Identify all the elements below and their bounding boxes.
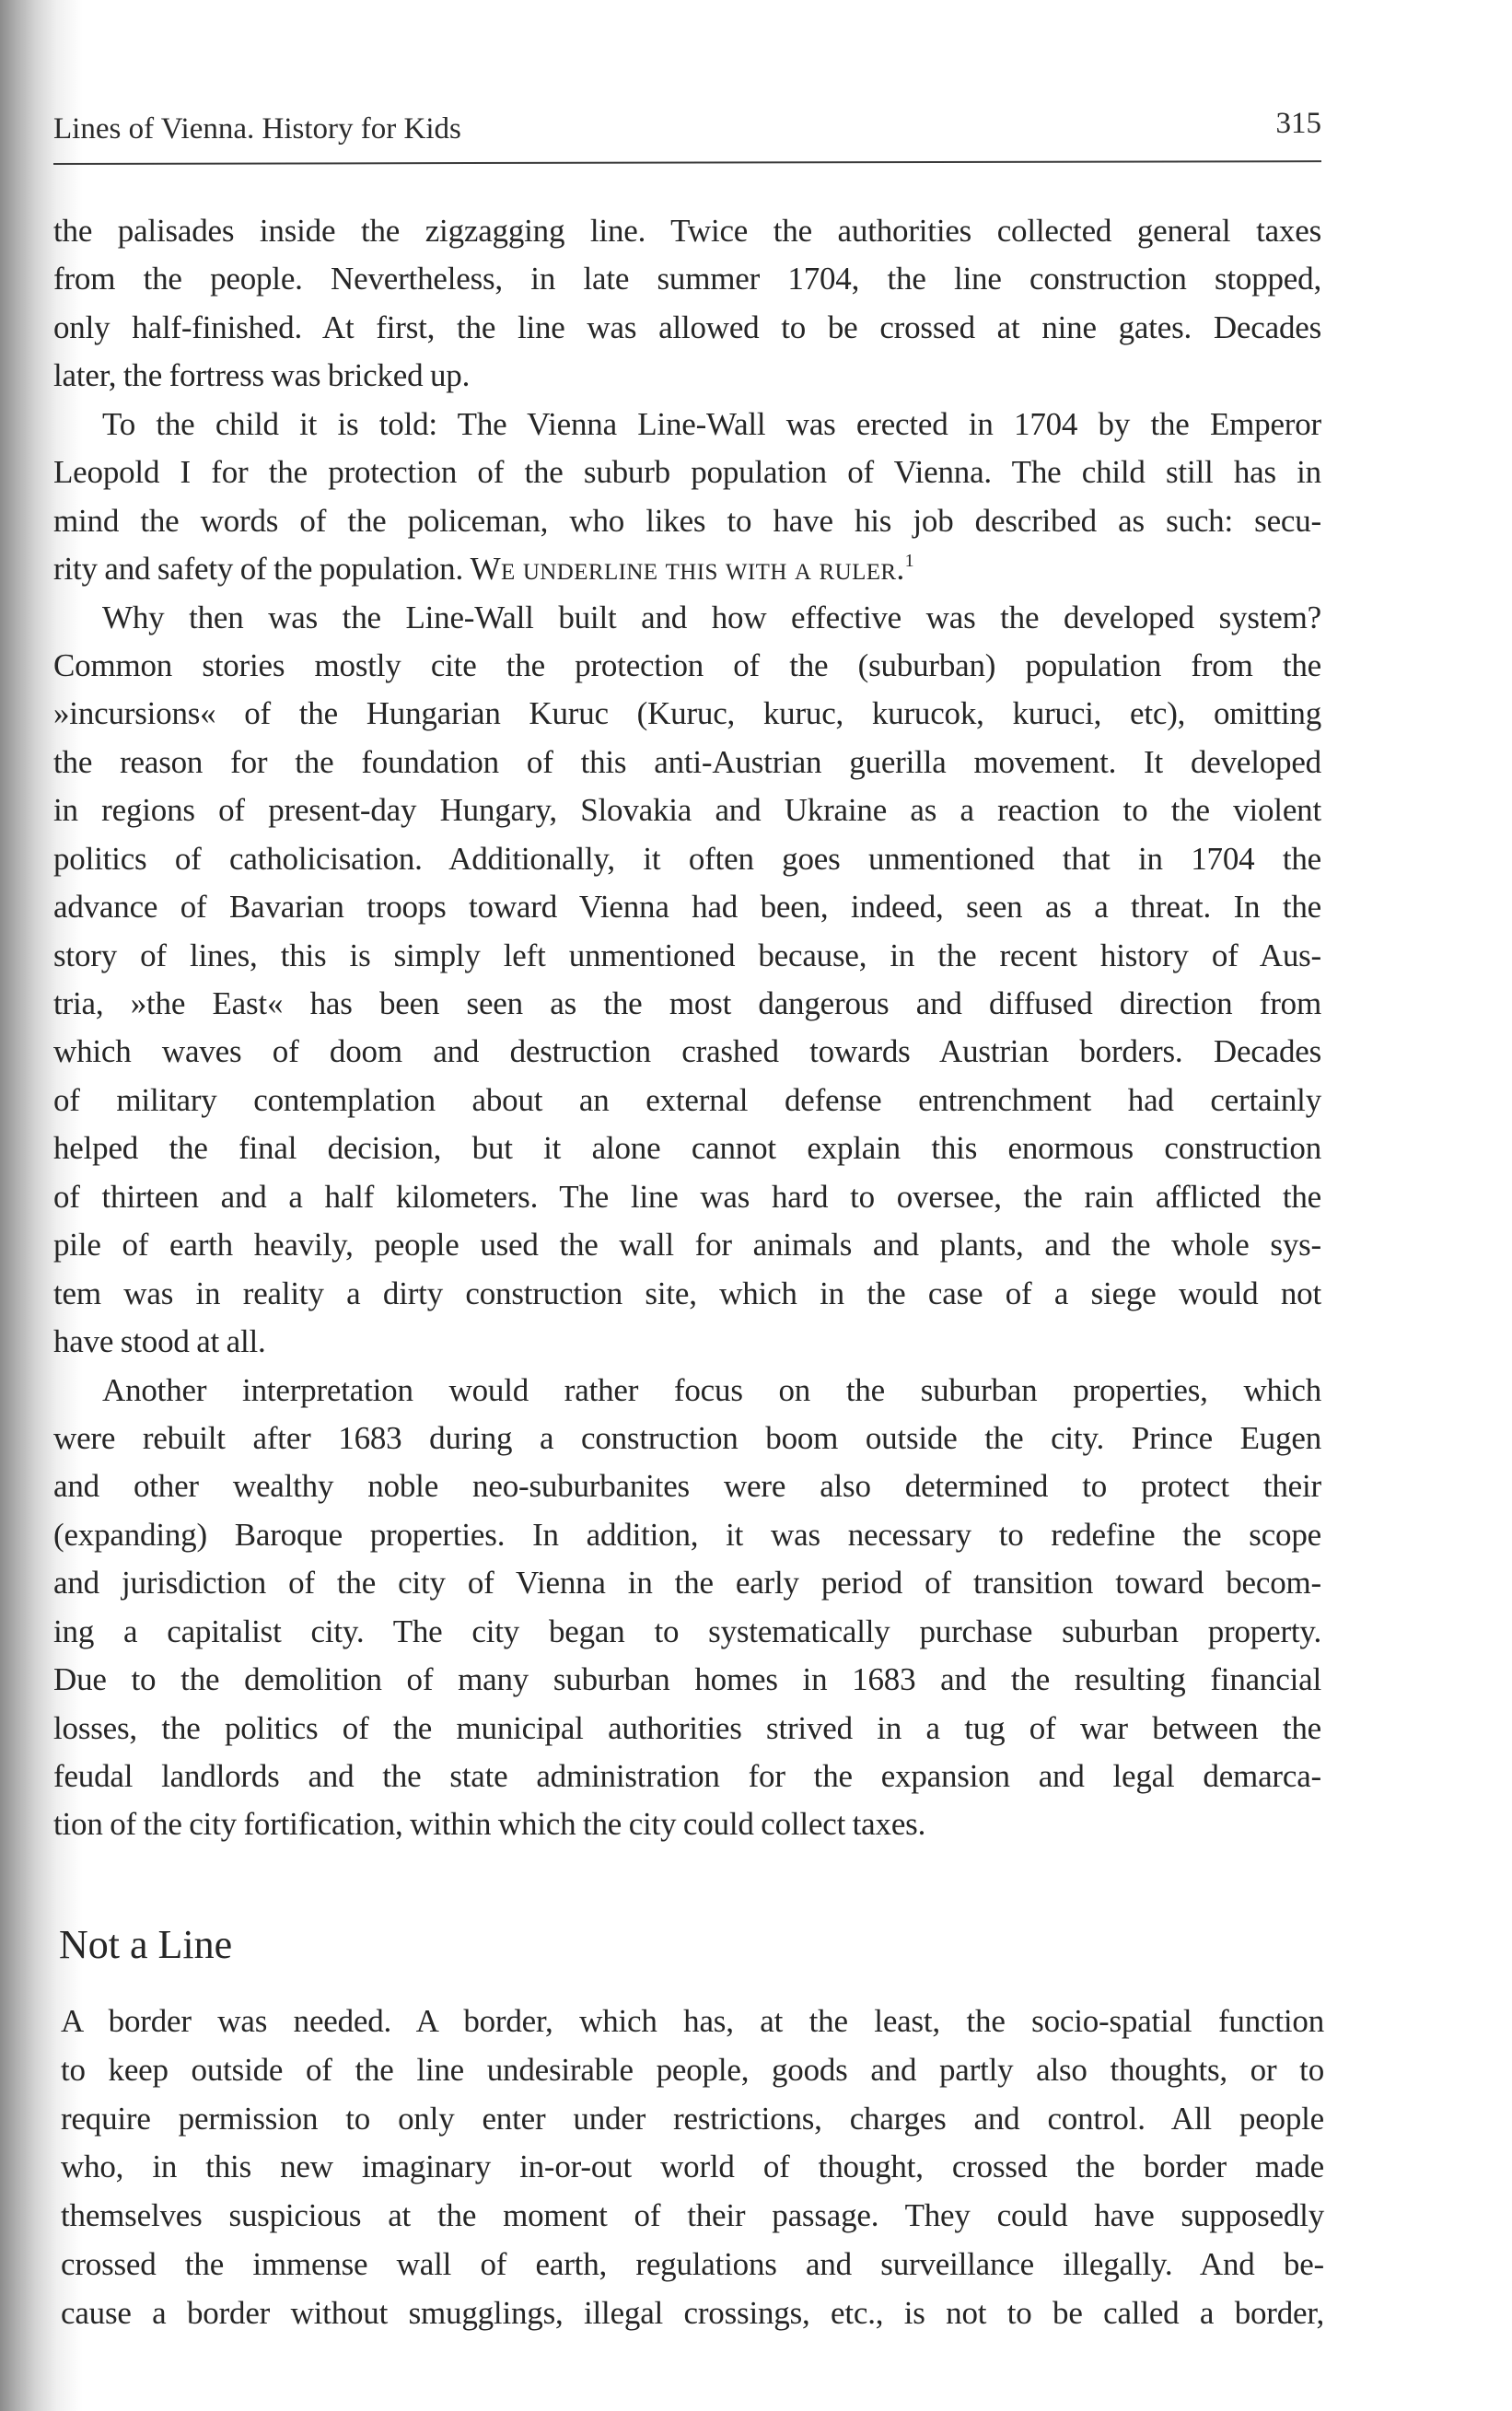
line-text: feudal landlords and the state administration for the expansion and legal demarca- — [53, 1758, 1321, 1794]
line-text: the palisades inside the zigzagging line. Twice the authorities collected general taxes — [53, 213, 1321, 249]
line-text: Leopold I for the protection of the suburb population of Vienna. The child still has in — [53, 454, 1321, 491]
line-text: »incursions« of the Hungarian Kuruc (Kuruc, kuruc, kurucok, kuruci, etc), omitting — [53, 695, 1321, 732]
text-line — [53, 690, 1321, 738]
text-line — [53, 932, 1321, 980]
line-text: in regions of present-day Hungary, Slovakia and Ukraine as a reaction to the violent — [53, 792, 1321, 829]
line-text: Another interpretation would rather focus on the suburban properties, which — [102, 1371, 1321, 1408]
line-text: to keep outside of the line undesirable people, goods and partly also thoughts, or to — [61, 2051, 1324, 2088]
line-text: tria, »the East« has been seen as the most dangerous and diffused direction from — [53, 985, 1321, 1021]
text-line — [61, 2241, 1324, 2289]
line-text: politics of catholicisation. Additionally, it often goes unmentioned that in 1704 the — [53, 840, 1321, 877]
text-line — [53, 1800, 1321, 1848]
text-line — [53, 352, 1321, 400]
text-line — [61, 1998, 1324, 2046]
text-line — [53, 207, 1321, 255]
small-caps-emphasis: We underline this with a ruler. — [470, 551, 905, 588]
header-rule — [53, 160, 1321, 165]
line-text: who, in this new imaginary in-or-out world of thought, crossed the border made — [61, 2149, 1324, 2185]
text-line — [53, 835, 1321, 883]
line-text: which waves of doom and destruction crashed towards Austrian borders. Decades — [53, 1033, 1321, 1070]
running-head-title: Lines of Vienna. History for Kids — [53, 112, 461, 146]
line-text: later, the fortress was bricked up. — [53, 357, 471, 394]
line-text: mind the words of the policeman, who likes to have his job described as such: secu- — [53, 502, 1321, 539]
line-text: of military contemplation about an external defense entrenchment had certainly — [53, 1081, 1321, 1118]
text-line — [53, 1270, 1321, 1318]
text-line — [53, 497, 1321, 545]
page-number: 315 — [1275, 107, 1321, 140]
line-text: themselves suspicious at the moment of their passage. They could have supposedly — [61, 2197, 1324, 2234]
line-text: Due to the demolition of many suburban homes in 1683 and the resulting financial — [53, 1661, 1321, 1698]
line-text: require permission to only enter under restrictions, charges and control. All people — [61, 2100, 1324, 2137]
text-line — [53, 1124, 1321, 1172]
text-line — [53, 448, 1321, 496]
text-line — [61, 2289, 1324, 2338]
line-text: losses, the politics of the municipal authorities strived in a tug of war between the — [53, 1709, 1321, 1746]
text-line — [53, 980, 1321, 1028]
line-text: advance of Bavarian troops toward Vienna had been, indeed, seen as a threat. In the — [53, 889, 1321, 926]
text-line — [53, 594, 1321, 642]
line-text: from the people. Nevertheless, in late summer 1704, the line construction stopped, — [53, 261, 1321, 297]
running-head — [53, 109, 1321, 149]
body-text-section-1 — [53, 207, 1321, 1849]
text-line — [61, 2046, 1324, 2095]
text-line — [53, 304, 1321, 352]
text-line — [53, 786, 1321, 834]
line-text: have stood at all. — [53, 1323, 266, 1360]
body-text-section-2 — [61, 1998, 1324, 2338]
line-text: were rebuilt after 1683 during a construction boom outside the city. Prince Eugen — [53, 1419, 1321, 1456]
text-line — [53, 1367, 1321, 1415]
text-line — [53, 1415, 1321, 1462]
text-line — [53, 739, 1321, 786]
text-line — [53, 1462, 1321, 1510]
text-line — [53, 1221, 1321, 1269]
line-text: only half-finished. At first, the line was allowed to be crossed at nine gates. Decades — [53, 309, 1321, 345]
line-text: A border was needed. A border, which has, at the least, the socio-spatial function — [61, 2003, 1324, 2039]
text-line — [53, 1028, 1321, 1076]
line-text: the reason for the foundation of this anti-Austrian guerilla movement. It developed — [53, 743, 1321, 780]
line-text: of thirteen and a half kilometers. The line was hard to oversee, the rain afflicted the — [53, 1178, 1321, 1215]
line-text: crossed the immense wall of earth, regulations and surveillance illegally. And be- — [61, 2245, 1324, 2282]
text-line — [53, 1608, 1321, 1656]
text-line — [53, 642, 1321, 690]
text-line — [53, 1511, 1321, 1559]
line-text: tem was in reality a dirty construction site, which in the case of a siege would not — [53, 1275, 1321, 1311]
text-line — [61, 2192, 1324, 2241]
line-text: Why then was the Line-Wall built and how effective was the developed system? — [102, 599, 1321, 635]
text-line — [61, 2095, 1324, 2144]
text-line — [53, 401, 1321, 448]
text-line — [53, 883, 1321, 931]
text-line — [53, 1077, 1321, 1124]
text-line — [53, 1318, 1321, 1366]
text-line — [53, 255, 1321, 303]
line-text: and jurisdiction of the city of Vienna in the early period of transition toward becom- — [53, 1565, 1321, 1602]
text-line — [53, 545, 1321, 593]
line-text: (expanding) Baroque properties. In addition, it was necessary to redefine the scope — [53, 1516, 1321, 1553]
text-line — [53, 1705, 1321, 1753]
line-text: cause a border without smugglings, illegal crossings, etc., is not to be called a border, — [61, 2294, 1324, 2331]
line-text: and other wealthy noble neo-suburbanites were also determined to protect their — [53, 1468, 1321, 1505]
text-line — [53, 1753, 1321, 1800]
text-line — [53, 1173, 1321, 1221]
line-text: Common stories mostly cite the protection of the (suburban) population from the — [53, 646, 1321, 683]
line-text: pile of earth heavily, people used the wall for animals and plants, and the whole sys- — [53, 1227, 1321, 1264]
section-heading: Not a Line — [59, 1922, 233, 1967]
line-text: tion of the city fortification, within which the city could collect taxes. — [53, 1806, 926, 1843]
line-text: rity and safety of the population. — [53, 551, 471, 588]
text-line — [53, 1656, 1321, 1704]
line-text: story of lines, this is simply left unmentioned because, in the recent history of Aus- — [53, 937, 1321, 973]
line-text: To the child it is told: The Vienna Line-Wall was erected in 1704 by the Emperor — [102, 405, 1321, 442]
line-text: ing a capitalist city. The city began to systematically purchase suburban property. — [53, 1613, 1321, 1649]
line-text: helped the final decision, but it alone cannot explain this enormous construction — [53, 1130, 1321, 1167]
text-line — [53, 1559, 1321, 1607]
footnote-marker[interactable]: 1 — [904, 551, 914, 572]
text-line — [61, 2143, 1324, 2192]
